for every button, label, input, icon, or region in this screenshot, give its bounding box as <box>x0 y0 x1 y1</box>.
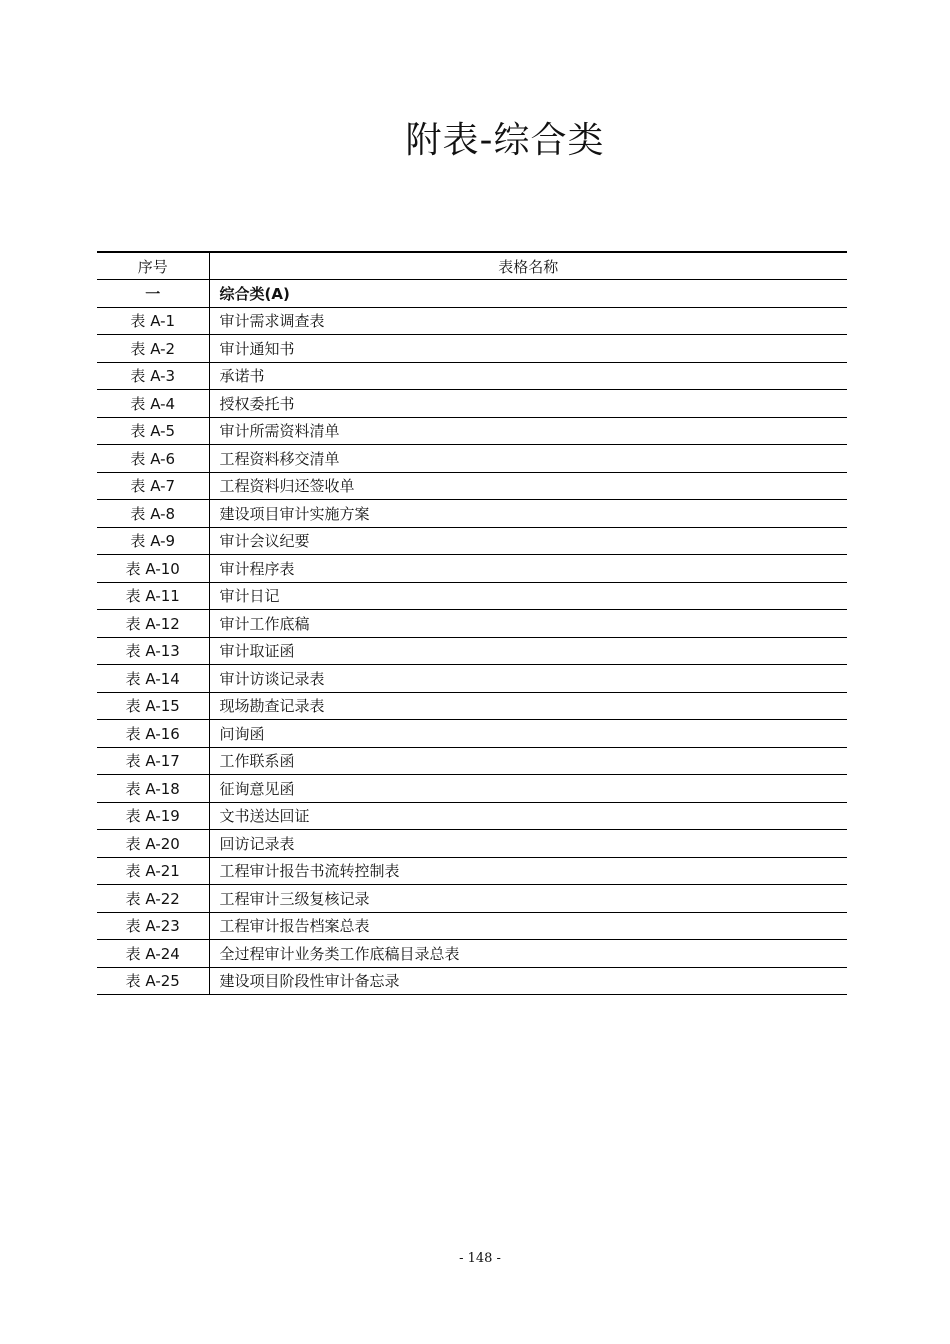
form-number: 表 A-12 <box>97 610 209 638</box>
table-row <box>97 335 847 363</box>
form-number: 表 A-15 <box>97 692 209 720</box>
form-number: 表 A-4 <box>97 390 209 418</box>
form-number: 表 A-3 <box>97 362 209 390</box>
form-number: 表 A-22 <box>97 885 209 913</box>
form-number: 表 A-17 <box>97 747 209 775</box>
form-number: 表 A-11 <box>97 582 209 610</box>
table-row <box>97 885 847 913</box>
form-name: 全过程审计业务类工作底稿目录总表 <box>209 940 847 968</box>
form-number: 表 A-7 <box>97 472 209 500</box>
form-name: 审计需求调查表 <box>209 307 847 335</box>
form-name: 征询意见函 <box>209 775 847 803</box>
table-row <box>97 555 847 583</box>
table-row <box>97 307 847 335</box>
form-number: 表 A-21 <box>97 857 209 885</box>
table-header-row <box>97 252 847 280</box>
form-name: 审计所需资料清单 <box>209 417 847 445</box>
column-header-number: 序号 <box>97 252 209 280</box>
form-number: 表 A-6 <box>97 445 209 473</box>
table-row <box>97 610 847 638</box>
table-row <box>97 830 847 858</box>
form-name: 建设项目审计实施方案 <box>209 500 847 528</box>
form-name: 工程资料移交清单 <box>209 445 847 473</box>
form-name: 工程审计报告档案总表 <box>209 912 847 940</box>
form-number: 表 A-10 <box>97 555 209 583</box>
form-name: 工程审计三级复核记录 <box>209 885 847 913</box>
form-name: 工程资料归还签收单 <box>209 472 847 500</box>
form-number: 表 A-1 <box>97 307 209 335</box>
form-name: 授权委托书 <box>209 390 847 418</box>
table-row <box>97 692 847 720</box>
form-name: 建设项目阶段性审计备忘录 <box>209 967 847 995</box>
section-name: 综合类(A) <box>209 280 847 308</box>
table-row <box>97 500 847 528</box>
form-number: 表 A-5 <box>97 417 209 445</box>
table-row <box>97 857 847 885</box>
form-name: 审计工作底稿 <box>209 610 847 638</box>
form-number: 表 A-9 <box>97 527 209 555</box>
form-number: 表 A-18 <box>97 775 209 803</box>
table-row <box>97 362 847 390</box>
form-name: 问询函 <box>209 720 847 748</box>
form-name: 回访记录表 <box>209 830 847 858</box>
table-row <box>97 940 847 968</box>
section-row <box>97 280 847 308</box>
table-row <box>97 720 847 748</box>
form-number: 表 A-25 <box>97 967 209 995</box>
table-row <box>97 967 847 995</box>
form-number: 表 A-24 <box>97 940 209 968</box>
form-number: 表 A-8 <box>97 500 209 528</box>
form-name: 承诺书 <box>209 362 847 390</box>
page-number: - 148 - <box>459 1251 501 1266</box>
form-name: 审计会议纪要 <box>209 527 847 555</box>
form-number: 表 A-20 <box>97 830 209 858</box>
form-number: 表 A-2 <box>97 335 209 363</box>
form-number: 表 A-23 <box>97 912 209 940</box>
form-name: 审计日记 <box>209 582 847 610</box>
form-name: 现场勘查记录表 <box>209 692 847 720</box>
table-row <box>97 445 847 473</box>
table-row <box>97 637 847 665</box>
form-name: 文书送达回证 <box>209 802 847 830</box>
page-title: 附表-综合类 <box>405 120 605 161</box>
form-name: 工作联系函 <box>209 747 847 775</box>
form-number: 表 A-16 <box>97 720 209 748</box>
form-number: 表 A-13 <box>97 637 209 665</box>
form-number: 表 A-14 <box>97 665 209 693</box>
table-row <box>97 582 847 610</box>
form-number: 表 A-19 <box>97 802 209 830</box>
form-name: 审计通知书 <box>209 335 847 363</box>
table-row <box>97 747 847 775</box>
table-row <box>97 802 847 830</box>
table-row <box>97 665 847 693</box>
table-body <box>97 280 847 995</box>
table-row <box>97 912 847 940</box>
form-name: 审计访谈记录表 <box>209 665 847 693</box>
form-name: 审计程序表 <box>209 555 847 583</box>
form-name: 工程审计报告书流转控制表 <box>209 857 847 885</box>
table-row <box>97 775 847 803</box>
forms-index-table <box>97 251 847 995</box>
table-row <box>97 527 847 555</box>
table-row <box>97 472 847 500</box>
table-row <box>97 390 847 418</box>
section-number: 一 <box>97 280 209 308</box>
form-name: 审计取证函 <box>209 637 847 665</box>
table-row <box>97 417 847 445</box>
column-header-name: 表格名称 <box>209 252 847 280</box>
